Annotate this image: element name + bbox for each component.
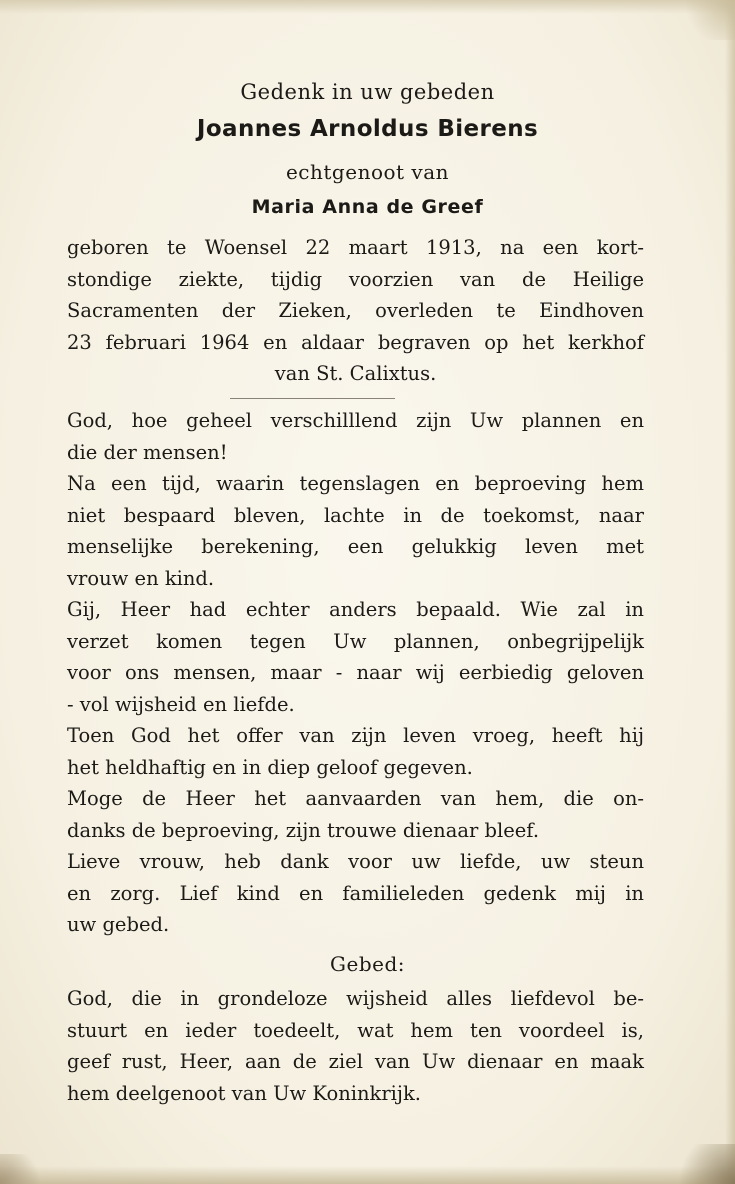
text-line: - vol wijsheid en liefde. (67, 692, 295, 716)
prayer-text (67, 983, 644, 1109)
text-line: Toen God het offer van zijn leven vroeg, heeft hij (67, 724, 644, 747)
text-line: hem deelgenoot van Uw Koninkrijk. (67, 1081, 421, 1105)
card-corner-wear (675, 0, 735, 40)
text-line: stondige ziekte, tijdig voorzien van de Heilige (67, 267, 644, 291)
text-line: stuurt en ieder toedeelt, wat hem ten voordeel is, (67, 1018, 644, 1042)
divider (230, 398, 395, 399)
text-line: God, hoe geheel verschilllend zijn Uw plannen en (67, 409, 644, 432)
prayer-title: Gebed: (330, 952, 405, 976)
card-edge-bottom (0, 1166, 735, 1184)
text-line: God, die in grondeloze wijsheid alles liefdevol be- (67, 987, 644, 1010)
text-line: Sacramenten der Zieken, overleden te Eindhoven (67, 299, 644, 322)
memorial-text (67, 405, 644, 941)
text-line: danks de beproeving, zijn trouwe dienaar bleef. (67, 818, 540, 842)
text-line: Gij, Heer had echter anders bepaald. Wie zal in (67, 598, 644, 621)
relation-line: echtgenoot van (285, 160, 450, 184)
card-corner-wear (665, 1144, 735, 1184)
text-line: Lieve vrouw, heb dank voor uw liefde, uw steun (67, 850, 644, 873)
text-line: 23 februari 1964 en aldaar begraven op het kerkhof (67, 330, 644, 354)
text-line: en zorg. Lief kind en familieleden gedenk mij in (67, 881, 644, 905)
card-corner-wear (0, 1154, 50, 1184)
text-line: geboren te Woensel 22 maart 1913, na een kort- (67, 236, 644, 259)
text-line: het heldhaftig en in diep geloof gegeven. (67, 755, 473, 779)
text-line: van St. Calixtus. (274, 362, 437, 385)
text-line: Na een tijd, waarin tegenslagen en beproeving hem (67, 472, 644, 495)
spouse-name: Maria Anna de Greef (251, 196, 484, 218)
birth-death-paragraph (67, 232, 644, 390)
text-line: verzet komen tegen Uw plannen, onbegrijpelijk (67, 629, 644, 653)
card-edge-top (0, 0, 735, 14)
text-line: voor ons mensen, maar - naar wij eerbiedig geloven (67, 661, 644, 684)
intro-line: Gedenk in uw gebeden (240, 80, 495, 104)
text-line: geef rust, Heer, aan de ziel van Uw dienaar en maak (67, 1050, 644, 1073)
text-line: Moge de Heer het aanvaarden van hem, die on- (67, 787, 644, 810)
text-line: vrouw en kind. (67, 566, 215, 590)
text-line: niet bespaard bleven, lachte in de toekomst, naar (67, 503, 644, 527)
text-line: menselijke berekening, een gelukkig leven met (67, 535, 644, 558)
text-line: uw gebed. (67, 913, 170, 936)
text-line: die der mensen! (67, 440, 228, 464)
deceased-name: Joannes Arnoldus Bierens (196, 116, 539, 142)
